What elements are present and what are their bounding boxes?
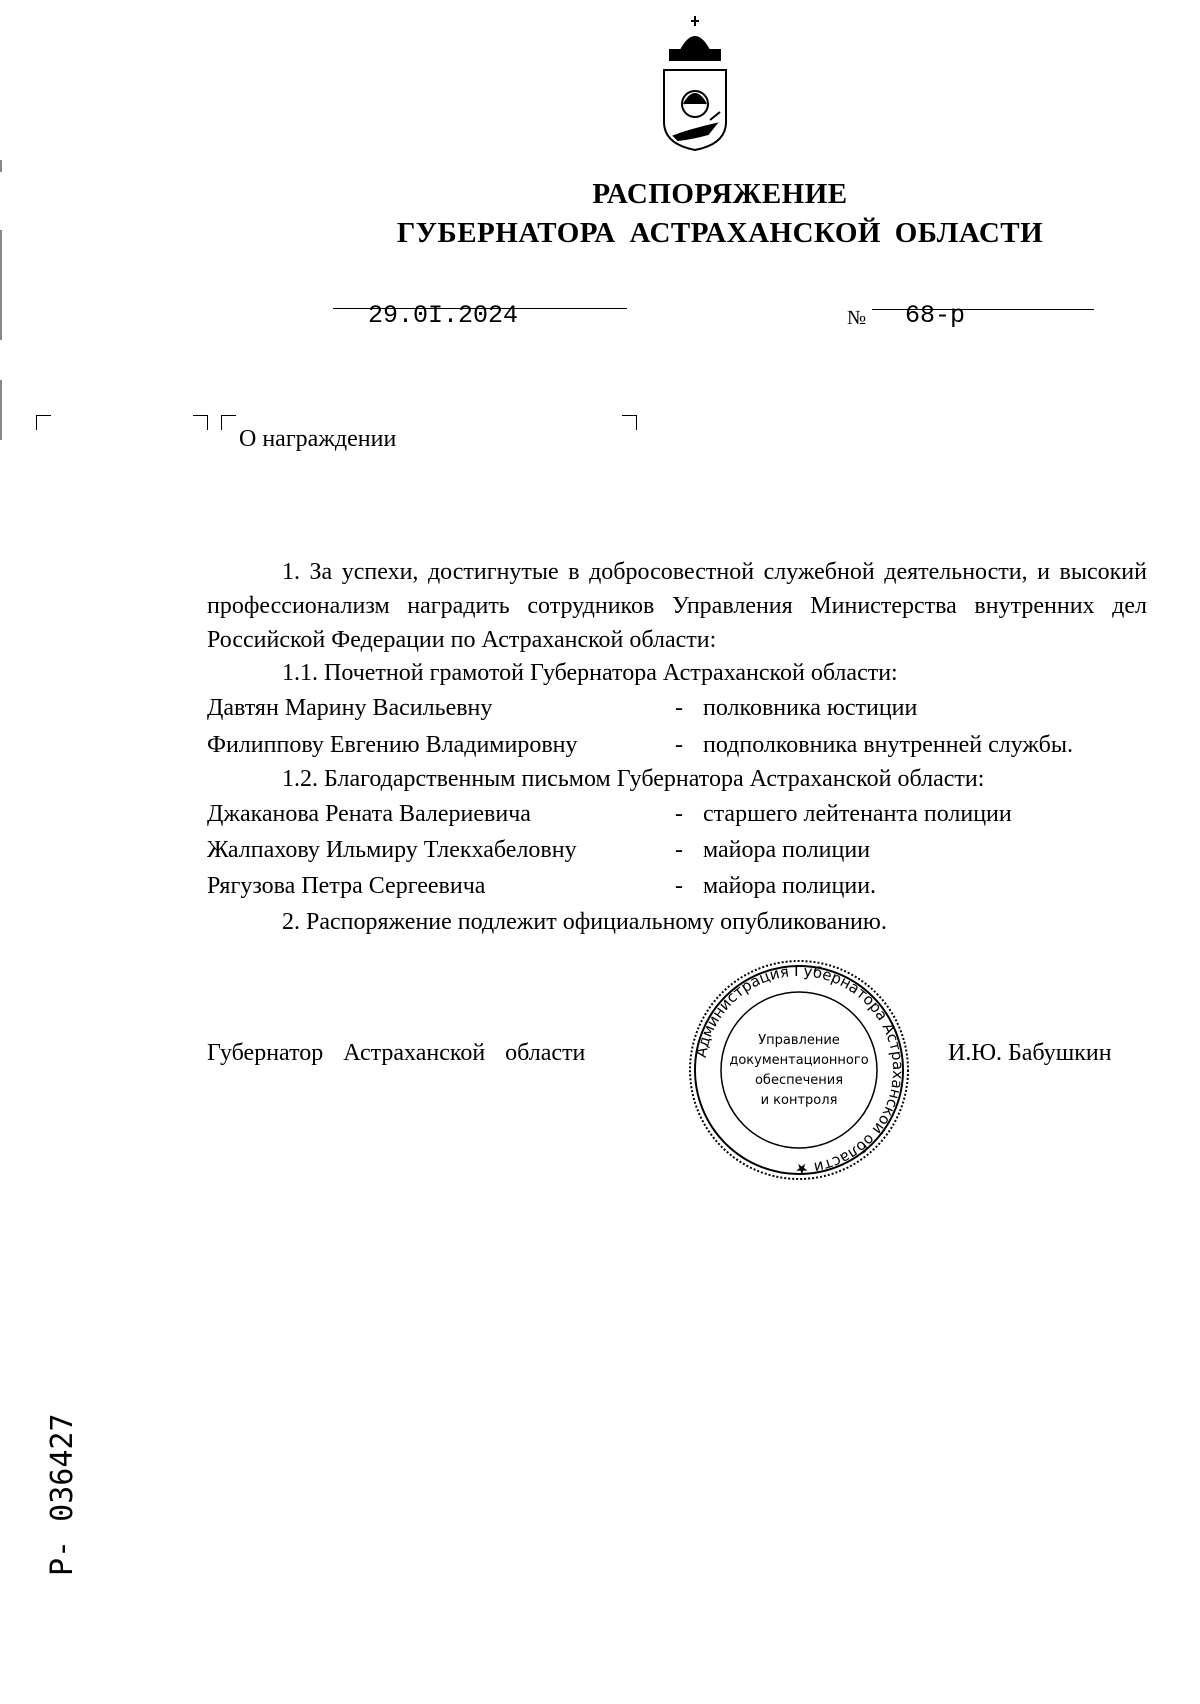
svg-text:Администрация Губернатора Астр: Администрация Губернатора Астраханской области ★ [691, 961, 908, 1179]
svg-text:и контроля: и контроля [760, 1093, 838, 1108]
awardee-rank: полковника юстиции [703, 695, 918, 721]
document-date: 29.0I.2024 [368, 301, 519, 330]
dash: - [675, 695, 683, 721]
signer-name: И.Ю. Бабушкин [948, 1040, 1112, 1066]
awardee-rank: подполковника внутренней службы. [703, 732, 1073, 758]
corner-mark-subject-start [221, 415, 236, 430]
scan-mark [0, 380, 2, 440]
paragraph-1 [207, 555, 1147, 657]
official-stamp [687, 958, 911, 1182]
registration-number [28, 1360, 88, 1580]
corner-mark-right [622, 415, 637, 430]
scan-mark [0, 160, 2, 172]
dash: - [675, 801, 683, 827]
dash: - [675, 873, 683, 899]
awardee-name: Жалпахову Ильмиру Тлекхабеловну [207, 837, 577, 863]
signer-position: Губернатор Астраханской области [207, 1040, 586, 1066]
awardee-rank: старшего лейтенанта полиции [703, 801, 1012, 827]
subparagraph-1-2: 1.2. Благодарственным письмом Губернатора Астраханской области: [282, 766, 985, 792]
svg-text:Управление: Управление [758, 1033, 840, 1048]
document-title: РАСПОРЯЖЕНИЕ [592, 178, 848, 210]
awardee-name: Джаканова Рената Валериевича [207, 801, 531, 827]
awardee-rank: майора полиции [703, 837, 871, 863]
awardee-name: Давтян Марину Васильевну [207, 695, 493, 721]
number-sign: № [847, 307, 867, 329]
awardee-name: Рягузова Петра Сергеевича [207, 873, 486, 899]
coat-of-arms-emblem [660, 12, 730, 154]
document-number: 68-р [905, 301, 966, 330]
svg-text:обеспечения: обеспечения [754, 1073, 844, 1088]
subparagraph-1-1: 1.1. Почетной грамотой Губернатора Астраханской области: [282, 660, 898, 686]
corner-mark-left [36, 415, 51, 430]
document-subject: О награждении [239, 426, 397, 452]
dash: - [675, 732, 683, 758]
svg-text:Р- 036427: Р- 036427 [45, 1413, 80, 1576]
dash: - [675, 837, 683, 863]
paragraph-2: 2. Распоряжение подлежит официальному опубликованию. [282, 909, 887, 935]
scan-mark [0, 230, 2, 340]
corner-mark-subject-end [193, 415, 208, 430]
svg-text:документационного: документационного [729, 1053, 869, 1068]
document-issuer: ГУБЕРНАТОРА АСТРАХАНСКОЙ ОБЛАСТИ [396, 217, 1044, 249]
awardee-rank: майора полиции. [703, 873, 877, 899]
paragraph-1-text: 1. За успехи, достигнутые в добросовестной служебной деятельности, и высокий профессионализм наградить сотрудников Управления Министерства внутренних дел Российской Федерации по Астраханской области: [207, 559, 1147, 653]
awardee-name: Филиппову Евгению Владимировну [207, 732, 578, 758]
